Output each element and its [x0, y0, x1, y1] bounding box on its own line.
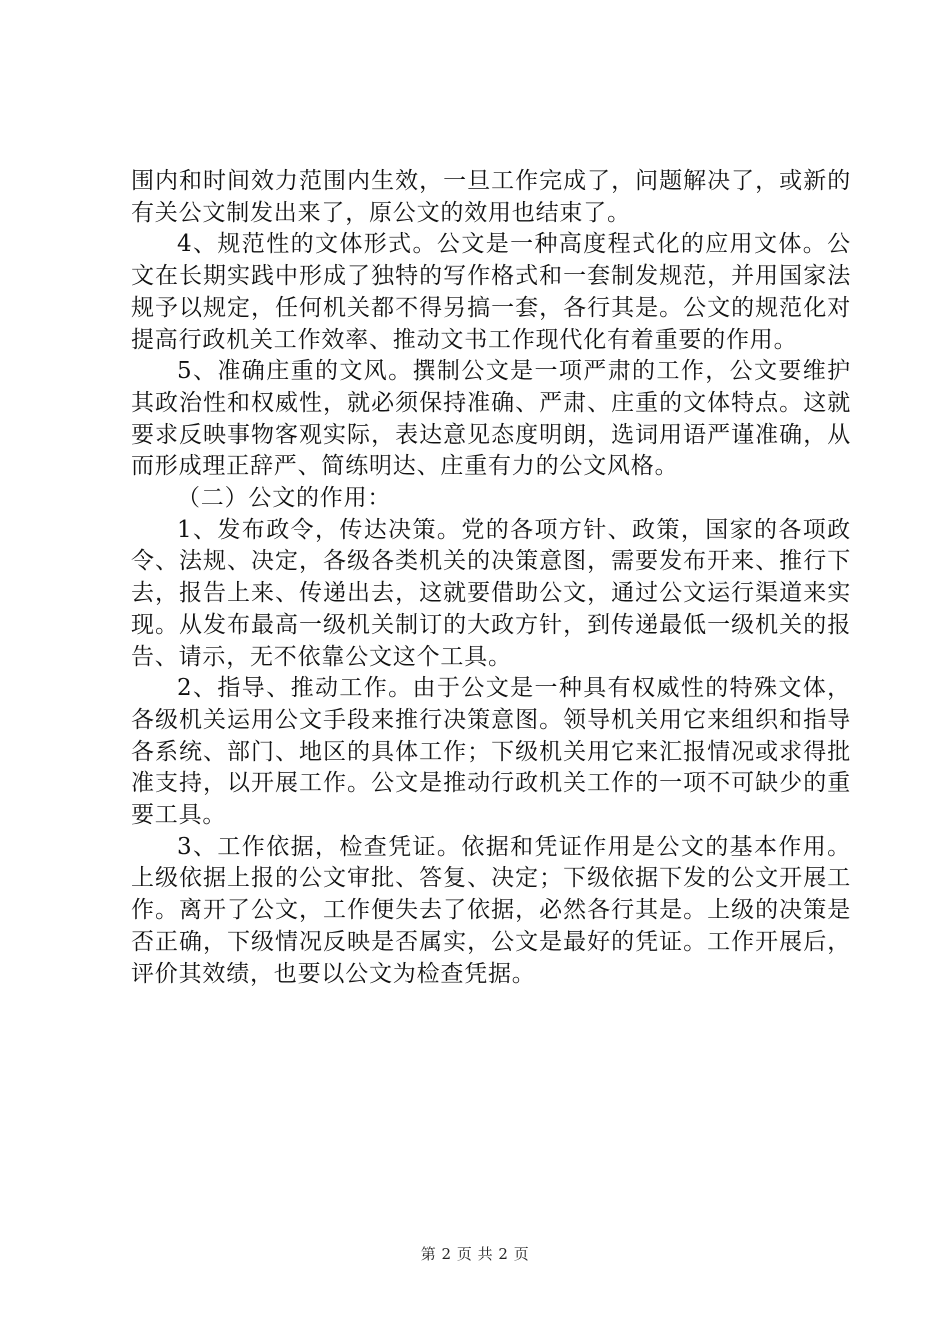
- paragraph-item-4: 4、规范性的文体形式。公文是一种高度程式化的应用文体。公文在长期实践中形成了独特的写作格式和一套制发规范，并用国家法规予以规定，任何机关都不得另搞一套，各行其是。公文的规范化对提高行政机关工作效率、推动文书工作现代化有着重要的作用。: [131, 231, 851, 353]
- paragraph-item-5: 5、准确庄重的文风。撰制公文是一项严肃的工作，公文要维护其政治性和权威性，就必须保持准确、严肃、庄重的文体特点。这就要求反映事物客观实际，表达意见态度明朗，选词用语严谨准确，从而形成理正辞严、简练明达、庄重有力的公文风格。: [131, 358, 851, 480]
- paragraph-role-3: 3、工作依据，检查凭证。依据和凭证作用是公文的基本作用。上级依据上报的公文审批、答复、决定；下级依据下发的公文开展工作。离开了公文，工作便失去了依据，必然各行其是。上级的决策是否正确，下级情况反映是否属实，公文是最好的凭证。工作开展后，评价其效绩，也要以公文为检查凭据。: [131, 833, 851, 987]
- paragraph-continuation: 围内和时间效力范围内生效，一旦工作完成了，问题解决了，或新的有关公文制发出来了，原公文的效用也结束了。: [131, 168, 851, 226]
- paragraph-role-2: 2、指导、推动工作。由于公文是一种具有权威性的特殊文体，各级机关运用公文手段来推行决策意图。领导机关用它来组织和指导各系统、部门、地区的具体工作；下级机关用它来汇报情况或求得批准支持，以开展工作。公文是推动行政机关工作的一项不可缺少的重要工具。: [131, 675, 851, 829]
- document-body: [131, 166, 851, 990]
- paragraph-role-1: 1、发布政令，传达决策。党的各项方针、政策，国家的各项政令、法规、决定，各级各类机关的决策意图，需要发布开来、推行下去，报告上来、传递出去，这就要借助公文，通过公文运行渠道来实现。从发布最高一级机关制订的大政方针，到传递最低一级机关的报告、请示，无不依靠公文这个工具。: [131, 516, 851, 670]
- page-number-footer: 第 2 页 共 2 页: [420, 1245, 530, 1263]
- section-heading: （二）公文的作用：: [177, 485, 392, 512]
